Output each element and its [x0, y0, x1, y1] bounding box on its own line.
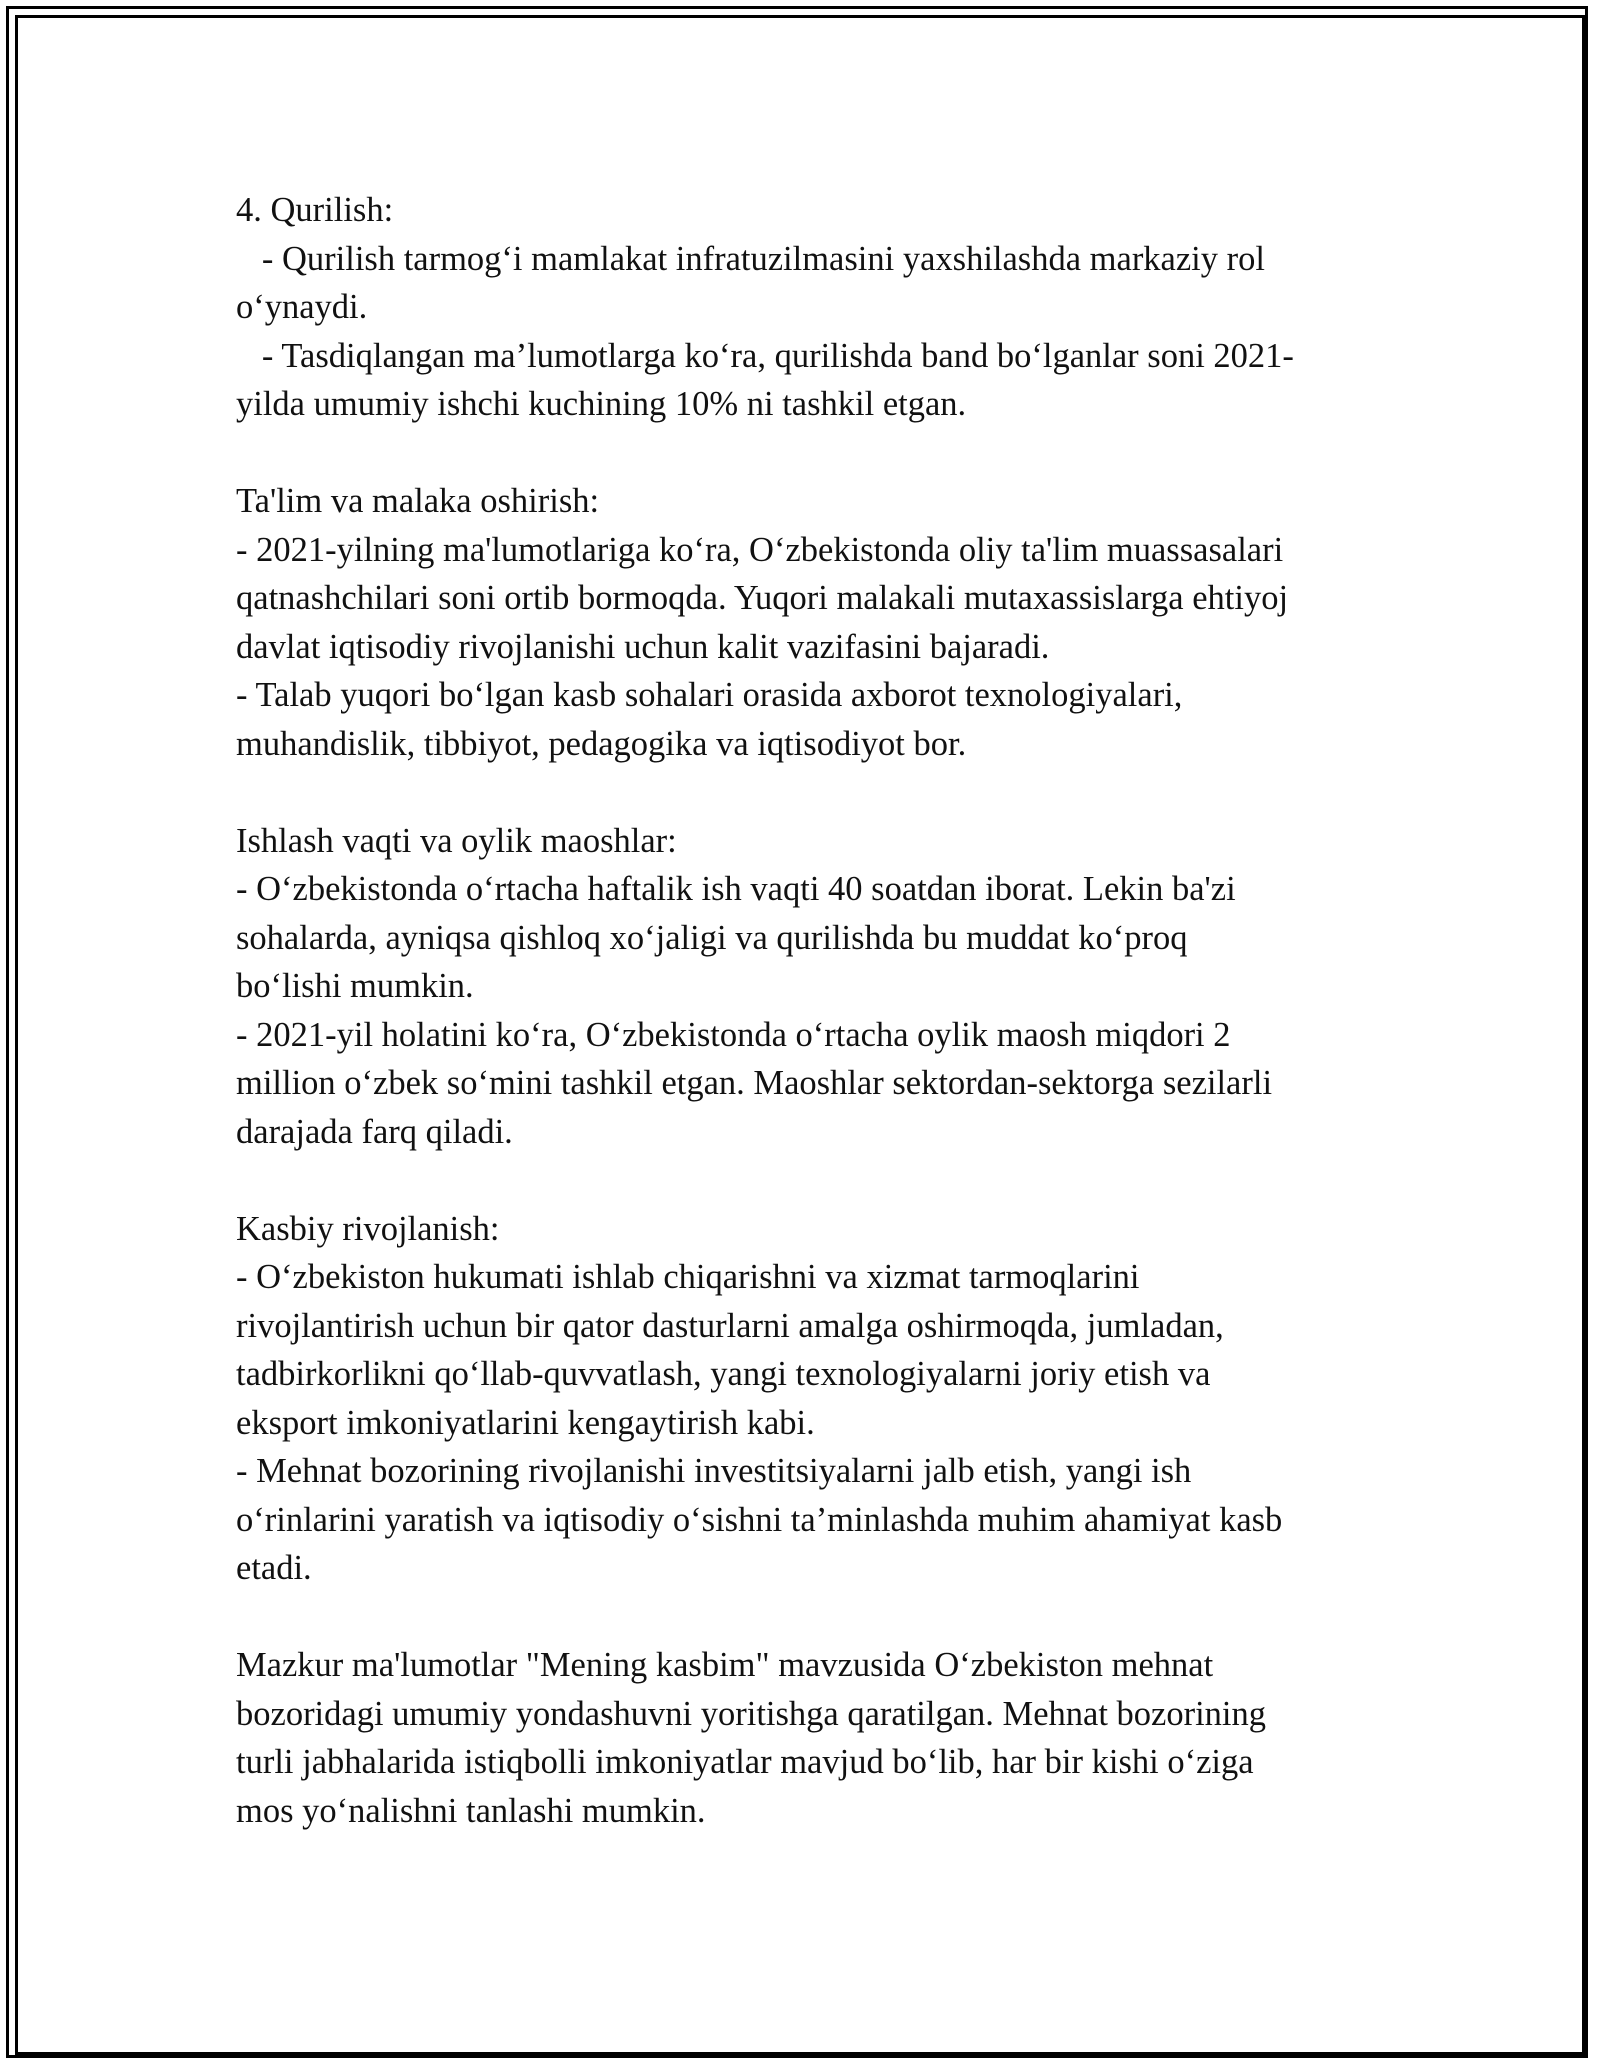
document-section	[236, 477, 1396, 768]
text-line: - Tasdiqlangan ma’lumotlarga ko‘ra, qurilishda band bo‘lganlar soni 2021-	[236, 336, 1294, 375]
text-line: mos yo‘nalishni tanlashi mumkin.	[236, 1791, 706, 1830]
text-line: - 2021-yilning ma'lumotlariga ko‘ra, O‘zbekistonda oliy ta'lim muassasalari	[236, 530, 1284, 569]
text-line: - 2021-yil holatini ko‘ra, O‘zbekistonda o‘rtacha oylik maosh miqdori 2	[236, 1015, 1231, 1054]
text-line: o‘ynaydi.	[236, 288, 368, 326]
text-line: 4. Qurilish:	[236, 191, 394, 229]
text-line: bo‘lishi mumkin.	[236, 967, 474, 1005]
text-line: - O‘zbekistonda o‘rtacha haftalik ish vaqti 40 soatdan iborat. Lekin ba'zi	[236, 870, 1236, 908]
document-body	[236, 186, 1396, 1835]
document-section	[236, 1641, 1396, 1835]
text-line: qatnashchilari soni ortib bormoqda. Yuqori malakali mutaxassislarga ehtiyoj	[236, 579, 1289, 617]
text-line: - Qurilish tarmog‘i mamlakat infratuzilmasini yaxshilashda markaziy rol	[236, 239, 1265, 278]
text-line: etadi.	[236, 1549, 312, 1587]
text-line: Kasbiy rivojlanish:	[236, 1209, 500, 1248]
text-line: eksport imkoniyatlarini kengaytirish kabi.	[236, 1403, 815, 1442]
text-line: - Mehnat bozorining rivojlanishi investitsiyalarni jalb etish, yangi ish	[236, 1452, 1192, 1490]
document-section	[236, 817, 1396, 1157]
document-section	[236, 186, 1396, 429]
text-line: yilda umumiy ishchi kuchining 10% ni tashkil etgan.	[236, 385, 967, 423]
text-line: darajada farq qiladi.	[236, 1112, 513, 1151]
text-line: rivojlantirish uchun bir qator dasturlarni amalga oshirmoqda, jumladan,	[236, 1306, 1224, 1345]
document-section	[236, 1205, 1396, 1593]
text-line: o‘rinlarini yaratish va iqtisodiy o‘sishni ta’minlashda muhim ahamiyat kasb	[236, 1500, 1283, 1539]
text-line: Ishlash vaqti va oylik maoshlar:	[236, 821, 677, 860]
text-line: tadbirkorlikni qo‘llab-quvvatlash, yangi texnologiyalarni joriy etish va	[236, 1355, 1211, 1393]
text-line: bozoridagi umumiy yondashuvni yoritishga qaratilgan. Mehnat bozorining	[236, 1694, 1267, 1733]
text-line: - O‘zbekiston hukumati ishlab chiqarishni va xizmat tarmoqlarini	[236, 1258, 1140, 1296]
text-line: sohalarda, ayniqsa qishloq xo‘jaligi va qurilishda bu muddat ko‘proq	[236, 918, 1188, 957]
text-line: million o‘zbek so‘mini tashkil etgan. Maoshlar sektordan-sektorga sezilarli	[236, 1064, 1273, 1102]
text-line: Mazkur ma'lumotlar "Mening kasbim" mavzusida O‘zbekiston mehnat	[236, 1646, 1214, 1684]
text-line: muhandislik, tibbiyot, pedagogika va iqtisodiyot bor.	[236, 724, 967, 763]
text-line: - Talab yuqori bo‘lgan kasb sohalari orasida axborot texnologiyalari,	[236, 676, 1183, 714]
text-line: Ta'lim va malaka oshirish:	[236, 482, 600, 520]
text-line: davlat iqtisodiy rivojlanishi uchun kalit vazifasini bajaradi.	[236, 627, 1050, 666]
text-line: turli jabhalarida istiqbolli imkoniyatlar mavjud bo‘lib, har bir kishi o‘ziga	[236, 1743, 1254, 1781]
